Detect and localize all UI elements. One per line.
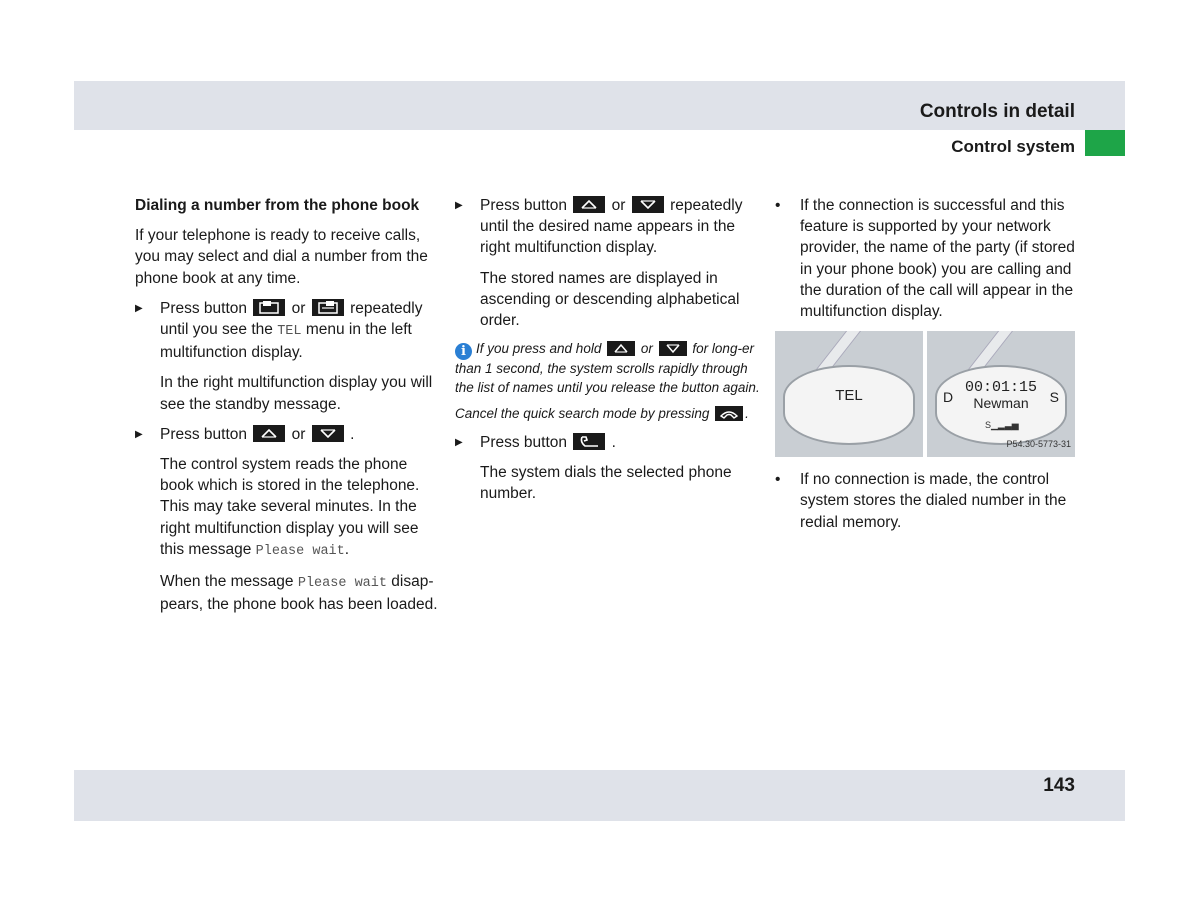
bullet-item: • If the connection is successful and this feature is supported by your network provider, the name of the party (if stored in your phone book) you are calling and the duration of the call will appear in the multifunction display.	[775, 195, 1080, 322]
info-icon: i	[455, 343, 472, 360]
or-text: or	[640, 341, 653, 357]
footer-band	[74, 770, 1125, 821]
arrow-down-icon	[312, 425, 344, 442]
step-text: Press button	[480, 197, 568, 214]
gear-indicator-right: S	[1049, 389, 1059, 406]
period: .	[350, 425, 355, 443]
or-text: or	[291, 425, 306, 443]
note-text: Cancel the quick search mode by pressing	[455, 406, 710, 422]
arrow-down-icon	[632, 196, 664, 213]
note-text: When the message	[160, 573, 294, 591]
step-note	[135, 454, 440, 562]
phone-send-icon	[573, 433, 605, 450]
or-text: or	[291, 299, 306, 317]
please-wait-code: Please wait	[255, 543, 345, 559]
section-title: Controls in detail	[919, 101, 1075, 122]
note-text: disap-pears, the phone book has been loaded.	[160, 573, 438, 614]
step-note: The stored names are displayed in ascending or descending alphabetical order.	[480, 269, 740, 330]
step-text: Press button	[160, 299, 248, 317]
step-note	[135, 571, 440, 615]
step-text: Press button	[160, 425, 248, 443]
gear-indicator-left: D	[943, 389, 954, 406]
step-text: Press button	[480, 433, 568, 451]
column-2	[455, 195, 760, 513]
step-text: repeatedly until the desired name appears in the right multifunction display.	[480, 197, 743, 257]
figure-code: P54.30-5773-31	[1006, 439, 1071, 450]
right-display-panel	[927, 331, 1075, 457]
tel-display-text: TEL	[835, 387, 863, 405]
step-text: repeatedly until you see the	[160, 299, 423, 339]
arrow-down-icon	[659, 341, 687, 356]
note-text: The control system reads the phone book which is stored in the telephone. This may take several minutes. In the right multifunction display you will see this message	[160, 456, 420, 558]
subsection-title: Control system	[951, 137, 1075, 156]
note-text: If you press and hold	[476, 341, 602, 357]
note-text: for long-er than 1 second, the system scrolls rapidly through the list of names until you release the button again.	[455, 341, 760, 395]
step-scroll-names	[455, 195, 760, 259]
or-text: or	[611, 197, 626, 214]
call-duration: 00:01:15	[964, 379, 1037, 397]
period: .	[611, 433, 616, 451]
step-note: In the right multifunction display you will see the standby message.	[160, 374, 433, 413]
intro-paragraph: If your telephone is ready to receive calls, you may select and dial a number from the phone book at any time.	[135, 227, 428, 287]
page-number: 143	[1043, 775, 1075, 796]
tel-code: TEL	[277, 324, 302, 340]
left-display-panel	[775, 331, 923, 457]
section-tab	[1085, 130, 1125, 156]
please-wait-code: Please wait	[297, 576, 387, 592]
arrow-up-icon	[573, 196, 605, 213]
step-text: menu in the left multifunction display.	[160, 321, 412, 362]
arrow-up-icon	[253, 425, 285, 442]
section-heading: Dialing a number from the phone book	[135, 197, 420, 214]
multifunction-display-figure	[775, 331, 1075, 457]
page-back-icon	[253, 299, 285, 316]
cancel-note	[455, 405, 760, 424]
step-dial	[455, 432, 760, 453]
info-note	[455, 340, 760, 397]
period: .	[745, 406, 749, 422]
period: .	[344, 540, 350, 558]
signal-bars-icon: ▁▂▃▅	[991, 420, 1019, 431]
signal-label: S	[985, 420, 992, 431]
page-forward-icon	[312, 299, 344, 316]
step-press-arrow	[135, 424, 440, 445]
column-3	[775, 195, 1080, 542]
phone-end-icon	[715, 406, 743, 421]
column-1	[135, 195, 440, 624]
bullet-item: • If no connection is made, the control system stores the dialed number in the redial memory.	[775, 469, 1080, 533]
step-select-tel-menu	[135, 298, 440, 364]
caller-name: Newman	[973, 395, 1029, 412]
arrow-up-icon	[607, 341, 635, 356]
step-note: The system dials the selected phone number.	[480, 463, 732, 503]
